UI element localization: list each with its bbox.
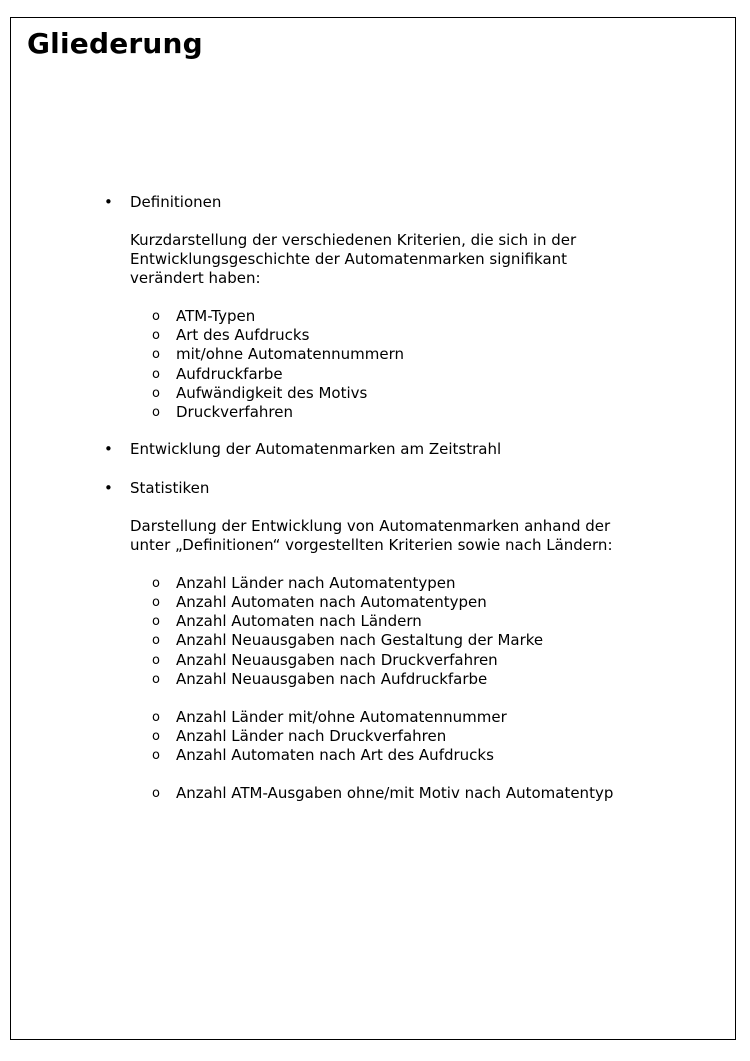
section-heading: Definitionen — [130, 193, 222, 211]
sub-item: Anzahl Länder nach Automatentypen — [176, 574, 456, 593]
sub-item: Anzahl Automaten nach Automatentypen — [176, 593, 487, 612]
sub-item-marker: o — [152, 671, 160, 687]
section-description-line: unter „Definitionen“ vorgestellten Kriterien sowie nach Ländern: — [130, 536, 613, 555]
section-heading: Entwicklung der Automatenmarken am Zeitstrahl — [130, 440, 502, 458]
sub-item: Anzahl Länder nach Druckverfahren — [176, 727, 447, 745]
section-heading: Statistiken — [130, 479, 210, 497]
sub-item-marker: o — [152, 595, 160, 611]
section-description-line: verändert haben: — [130, 269, 261, 288]
sub-item: Art des Aufdrucks — [176, 326, 310, 345]
sub-item: Anzahl Automaten nach Ländern — [176, 612, 422, 631]
sub-item: Anzahl Automaten nach Art des Aufdrucks — [176, 746, 494, 765]
section-bullet: • — [104, 440, 113, 458]
sub-item-marker: o — [152, 404, 160, 420]
sub-item-marker: o — [152, 309, 160, 325]
sub-item-marker: o — [152, 385, 160, 401]
sub-item: Aufdruckfarbe — [176, 364, 283, 383]
sub-item-marker: o — [152, 347, 160, 363]
sub-item-marker: o — [152, 709, 160, 725]
sub-item: Aufwändigkeit des Motivs — [176, 383, 368, 402]
section-description-line: Darstellung der Entwicklung von Automatenmarken anhand der — [130, 517, 611, 535]
section-description-line: Entwicklungsgeschichte der Automatenmarken signifikant — [130, 250, 568, 269]
section-description-line: Kurzdarstellung der verschiedenen Kriterien, die sich in der — [130, 231, 577, 249]
sub-item-marker: o — [152, 614, 160, 630]
sub-item: Anzahl Länder mit/ohne Automatennummer — [176, 707, 507, 726]
sub-item-marker: o — [152, 633, 160, 649]
sub-item: Anzahl Neuausgaben nach Aufdruckfarbe — [176, 669, 488, 688]
sub-item-marker: o — [152, 366, 160, 382]
section-bullet: • — [104, 193, 113, 211]
sub-item-marker: o — [152, 729, 160, 744]
sub-item: Druckverfahren — [176, 402, 293, 421]
sub-item: ATM-Typen — [176, 307, 256, 326]
page-title: Gliederung — [27, 27, 203, 60]
sub-item-marker: o — [152, 328, 160, 344]
sub-item: Anzahl Neuausgaben nach Druckverfahren — [176, 650, 498, 669]
sub-item-marker: o — [152, 652, 160, 668]
sub-item-marker: o — [152, 786, 160, 802]
sub-item-marker: o — [152, 748, 160, 764]
sub-item: Anzahl Neuausgaben nach Gestaltung der Marke — [176, 631, 544, 650]
sub-item: Anzahl ATM-Ausgaben ohne/mit Motiv nach Automatentyp — [176, 784, 614, 803]
sub-item-marker: o — [152, 576, 160, 592]
section-bullet: • — [104, 479, 113, 497]
sub-item: mit/ohne Automatennummern — [176, 345, 405, 364]
